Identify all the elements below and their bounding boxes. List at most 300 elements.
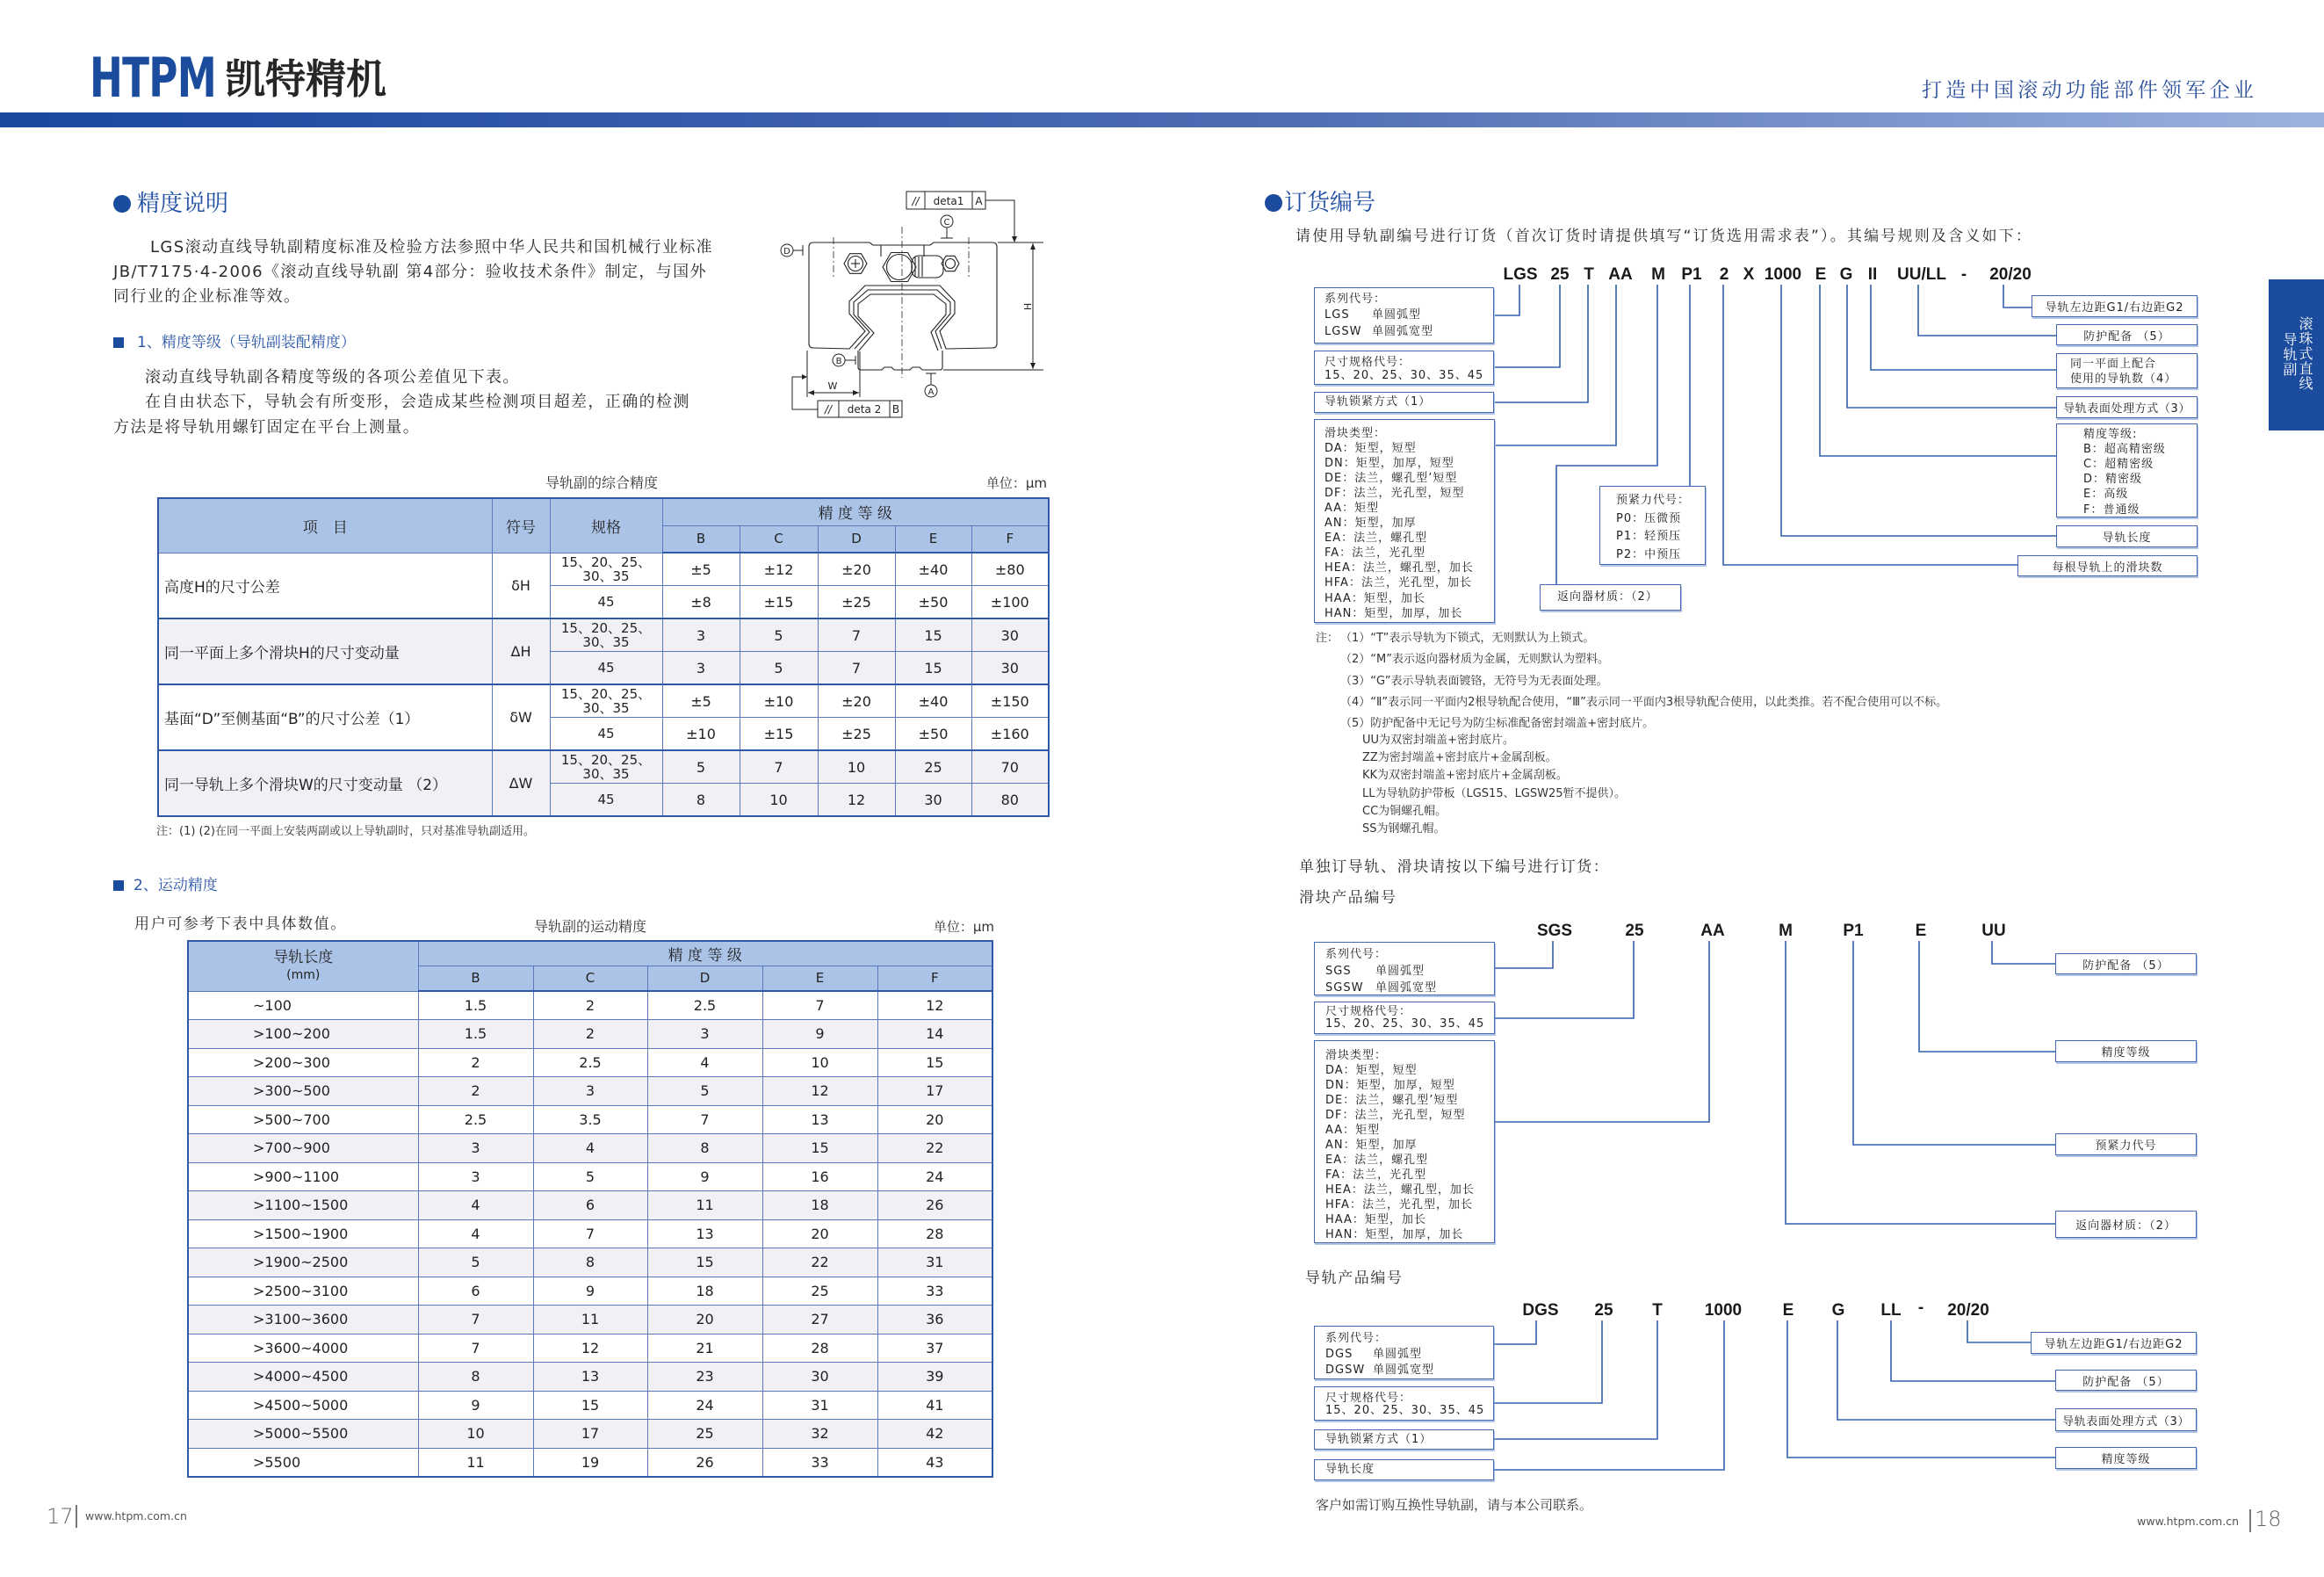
table-value: 20: [647, 1306, 762, 1335]
code-token-surface: G: [1839, 265, 1853, 284]
table-value: 3: [647, 1020, 762, 1049]
arrowhead-icon: [1030, 243, 1036, 250]
datum-d-label: D: [783, 247, 790, 257]
note-item: （3）“G”表示导轨表面镀铬，无符号为无表面处理。: [1340, 674, 1608, 688]
table-rail-length: ~100: [188, 991, 418, 1020]
table-value: 12: [818, 784, 895, 817]
table-value: 12: [533, 1334, 647, 1363]
table-value: 15: [877, 1048, 992, 1077]
code-token-x: X: [1743, 265, 1755, 284]
table-row: [188, 1162, 992, 1191]
table-value: 9: [647, 1162, 762, 1191]
table-value: 11: [533, 1306, 647, 1335]
table-value: 31: [762, 1391, 877, 1420]
page-number-right: 18: [2255, 1507, 2282, 1531]
table-row: [188, 1391, 992, 1420]
table-value: ±25: [818, 586, 895, 619]
note-subitem: UU为双密封端盖+密封底片。: [1362, 734, 1514, 747]
box-rail-lock: [1314, 1429, 1494, 1450]
table-rail-length: >4000~4500: [188, 1363, 418, 1392]
edge-distance-label: 导轨左边距G1/右边距G2: [2044, 1338, 2183, 1351]
table-value: 25: [647, 1420, 762, 1449]
header-grade-e: E: [895, 525, 971, 553]
table-value: 3: [418, 1134, 533, 1163]
header-grade-d: D: [818, 525, 895, 553]
table-value: 3: [662, 619, 740, 652]
grease-nipple-shaft: [912, 256, 943, 278]
motion-accuracy-table: [187, 940, 993, 1478]
connector-rail-edge-distance: [1967, 1320, 2031, 1342]
box-block-type: [1314, 1040, 1495, 1243]
rail-length-label: 导轨长度: [2102, 532, 2152, 545]
block-type-item: EA：法兰，螺孔型: [1325, 1153, 1429, 1167]
table-value: 16: [762, 1162, 877, 1191]
table-value: 31: [877, 1248, 992, 1277]
table-rail-length: >700~900: [188, 1134, 418, 1163]
rail-base: [858, 351, 942, 370]
block-type-item: AA：矩型: [1324, 501, 1380, 515]
code-token-preload: P1: [1681, 265, 1702, 284]
table-value: 27: [762, 1306, 877, 1335]
series-desc: 单圆弧宽型: [1375, 980, 1438, 995]
header-symbol: 符号: [492, 498, 550, 553]
block-type-item: DF：法兰，光孔型，短型: [1325, 1108, 1466, 1122]
footer-url-left: www.htpm.com.cn: [85, 1509, 187, 1523]
precision-label: 精度等级: [2101, 1453, 2151, 1466]
grease-nipple-hex-icon: [883, 253, 916, 282]
table-value: 2.5: [533, 1048, 647, 1077]
rail-token-dash: -: [1917, 1298, 1924, 1317]
blocks-per-rail-label: 每根导轨上的滑块数: [2052, 561, 2163, 575]
side-tab-text-col2: 导轨副: [2281, 332, 2298, 377]
arrowhead-icon: [1012, 236, 1017, 242]
table-row: [158, 750, 1049, 784]
box-size: [1314, 351, 1494, 385]
table-value: 36: [877, 1306, 992, 1335]
table-value: 2.5: [647, 991, 762, 1020]
block-type-item-list: [1324, 441, 1474, 621]
block-type-item: HFA：法兰，光孔型，加长: [1324, 576, 1472, 590]
grease-nipple-tip-icon: [942, 256, 959, 271]
slider-block-outline: [809, 242, 997, 349]
box-rail-edge-distance: [2031, 1332, 2197, 1354]
rail-token-series: DGS: [1522, 1301, 1559, 1320]
table-value: 22: [762, 1248, 877, 1277]
table-value: 20: [877, 1105, 992, 1134]
code-token-block-type: AA: [1608, 265, 1633, 284]
table2-unit: 单位：μm: [933, 919, 994, 935]
table-value: 5: [740, 619, 818, 652]
table-value: ±150: [971, 684, 1049, 718]
block-type-item: DE：法兰，螺孔型’短型: [1325, 1093, 1459, 1107]
series-code: LGS: [1324, 308, 1350, 322]
dimension-h-label: H: [1022, 302, 1034, 311]
note-item: （1）“T”表示导轨为下锁式，无则默认为上锁式。: [1340, 632, 1595, 645]
table-value: 2: [418, 1048, 533, 1077]
table-value: 13: [762, 1105, 877, 1134]
box-lock: [1314, 392, 1494, 413]
table-row: [188, 1448, 992, 1477]
table-spec: 45: [550, 586, 662, 619]
table-value: 30: [762, 1363, 877, 1392]
table-value: 3: [533, 1077, 647, 1106]
table-value: ±12: [740, 553, 818, 586]
table-spec: 15、20、25、 30、35: [550, 750, 662, 784]
section1-line: 滚动直线导轨副各精度等级的各项公差值见下表。: [145, 368, 520, 387]
table-value: 30: [971, 652, 1049, 685]
precision-label: 精度等级: [2101, 1046, 2151, 1060]
header-grade: 精 度 等 级: [418, 941, 992, 966]
table-value: 6: [418, 1277, 533, 1306]
code-token-lock: T: [1584, 265, 1594, 284]
header-grade: 精 度 等 级: [662, 498, 1049, 525]
table-rail-length: >900~1100: [188, 1162, 418, 1191]
section2-intro: 用户可参考下表中具体数值。: [134, 915, 347, 933]
block-type-item-list: [1325, 1063, 1475, 1242]
table-value: 3.5: [533, 1105, 647, 1134]
rail-token-precision: E: [1782, 1301, 1794, 1320]
size-values: 15、20、25、30、35、45: [1324, 368, 1484, 382]
table-value: 2: [533, 1020, 647, 1049]
box-block-protection: [2055, 953, 2197, 974]
series-code: SGSW: [1325, 980, 1364, 995]
section-title-precision: 精度说明: [137, 191, 229, 217]
frame-top-symbol: //: [912, 195, 920, 207]
size-title: 尺寸规格代号：: [1324, 355, 1411, 369]
table-value: 7: [740, 750, 818, 784]
block-token-size: 25: [1625, 922, 1644, 940]
note-item: （5）防护配备中无记号为防尘标准配备密封端盖+密封底片。: [1340, 717, 1655, 731]
rail-length-label: 导轨长度: [1325, 1463, 1375, 1476]
code-token-size: 25: [1550, 265, 1570, 284]
table-row: [188, 1277, 992, 1306]
table-row: [188, 1420, 992, 1449]
series-title: 系列代号：: [1324, 292, 1387, 306]
series-title: 系列代号：: [1325, 947, 1388, 961]
brand-logo-chinese: 凯特精机: [225, 55, 386, 103]
table-value: 7: [818, 652, 895, 685]
connector-rail-length: [1781, 285, 2056, 536]
rail-token-lock: T: [1652, 1301, 1663, 1320]
header-tagline: 打造中国滚动功能部件领军企业: [1922, 79, 2258, 102]
box-surface: [2056, 396, 2198, 418]
protection-label: 防护配备 （5）: [2082, 958, 2169, 973]
table-value: 26: [647, 1448, 762, 1477]
block-token-retainer: M: [1779, 922, 1793, 940]
connector-series: [1495, 285, 1519, 315]
connector-block-type: [1496, 285, 1616, 445]
code-token-rails-per-plane: II: [1867, 265, 1878, 284]
rail-token-edge-distance: 20/20: [1947, 1301, 1989, 1320]
table-value: 80: [971, 784, 1049, 817]
block-type-item: DN：矩型，加厚，短型: [1325, 1078, 1455, 1092]
series-desc: 单圆弧宽型: [1372, 324, 1434, 338]
table-value: 8: [647, 1134, 762, 1163]
table-symbol: δW: [492, 684, 550, 750]
header-item: 项 目: [158, 498, 492, 553]
series-desc: 单圆弧型: [1372, 308, 1422, 322]
rail-token-surface: G: [1831, 1301, 1845, 1320]
box-edge-distance: [2032, 295, 2198, 317]
header-grade-b: B: [662, 525, 740, 553]
table-value: 7: [647, 1105, 762, 1134]
block-type-item: HAN：矩型，加厚，加长: [1325, 1227, 1464, 1241]
block-type-item: AA：矩型: [1325, 1123, 1381, 1137]
preload-title: 预紧力代号：: [1616, 494, 1691, 507]
table-value: 1.5: [418, 991, 533, 1020]
block-type-item: HAN：矩型，加厚，加长: [1324, 606, 1463, 620]
header-spec: 规格: [550, 498, 662, 553]
datum-c-label: C: [943, 218, 950, 228]
box-block-size: [1314, 1002, 1495, 1034]
series-title: 系列代号：: [1325, 1332, 1388, 1345]
box-rail-length: [2056, 525, 2198, 547]
intro-line: JB/T7175·4-2006《滚动直线导轨副 第4部分：验收技术条件》制定，与国外: [113, 263, 707, 281]
table-value: 18: [762, 1191, 877, 1220]
table-value: 2: [533, 991, 647, 1020]
size-values: 15、20、25、30、35、45: [1325, 1404, 1485, 1417]
table-rail-length: >5000~5500: [188, 1420, 418, 1449]
table-spec: 15、20、25、 30、35: [550, 553, 662, 586]
table-rail-length: >4500~5000: [188, 1391, 418, 1420]
table-value: ±100: [971, 586, 1049, 619]
table-row: [188, 1248, 992, 1277]
table-row: [188, 1219, 992, 1248]
block-type-item: DN：矩型，加厚，短型: [1324, 456, 1454, 470]
block-type-item: AN：矩型，加厚: [1324, 517, 1417, 531]
table-value: ±50: [895, 586, 971, 619]
section1-line: 方法是将导轨用螺钉固定在平台上测量。: [113, 418, 421, 437]
rail-token-size: 25: [1594, 1301, 1613, 1320]
note-item: （2）“M”表示返向器材质为金属，无则默认为塑料。: [1340, 653, 1609, 667]
series-code: DGSW: [1325, 1364, 1366, 1377]
block-token-series: SGS: [1536, 922, 1573, 940]
block-type-item: HAA：矩型，加长: [1324, 591, 1425, 605]
block-type-item: DA：矩型，短型: [1324, 441, 1417, 455]
table-value: 14: [877, 1020, 992, 1049]
contact-note: 客户如需订购互换性导轨副，请与本公司联系。: [1316, 1497, 1593, 1513]
table-value: ±10: [662, 718, 740, 751]
subheading-precision-grade: 1、精度等级（导轨副装配精度）: [137, 334, 356, 351]
table-symbol: ΔH: [492, 619, 550, 684]
retainer-label: 返向器材质：（2）: [2075, 1219, 2176, 1233]
connector-blocks-per-rail: [1723, 285, 2017, 565]
size-title: 尺寸规格代号：: [1325, 1005, 1412, 1018]
table-value: 32: [762, 1420, 877, 1449]
frame-bottom-datum: B: [891, 403, 900, 416]
arrowhead-icon: [808, 390, 814, 395]
rail-code-label: 导轨产品编号: [1305, 1270, 1404, 1287]
table-value: 70: [971, 750, 1049, 784]
rails-per-plane-line-list: [2070, 357, 2176, 387]
datum-b-label: B: [835, 357, 842, 366]
table-value: 17: [533, 1420, 647, 1449]
header-rail-length-unit: (mm): [286, 967, 321, 982]
table-value: 2.5: [418, 1105, 533, 1134]
table1-caption: 导轨副的综合精度: [545, 474, 658, 491]
rail-token-protection: LL: [1880, 1301, 1902, 1320]
dimension-w-label: W: [827, 380, 838, 392]
box-rail-surface: [2055, 1408, 2197, 1431]
table-value: 4: [418, 1219, 533, 1248]
brand-logo-latin: HTPM: [90, 46, 217, 110]
table-value: 9: [418, 1391, 533, 1420]
motion-accuracy-table-body: [188, 991, 992, 1477]
box-preload: [1599, 486, 1706, 565]
table-spec: 15、20、25、 30、35: [550, 619, 662, 652]
table-value: 11: [418, 1448, 533, 1477]
table-value: 10: [740, 784, 818, 817]
table-value: 37: [877, 1334, 992, 1363]
table-item-name: 基面“D”至侧基面“B”的尺寸公差（1）: [158, 684, 492, 750]
connector-rail-series: [1494, 1320, 1536, 1344]
table-value: 28: [762, 1334, 877, 1363]
table-rail-length: >2500~3100: [188, 1277, 418, 1306]
rail-token-length: 1000: [1704, 1301, 1743, 1320]
notes-list: [1340, 628, 1947, 734]
connector-rails-per-plane: [1871, 285, 2056, 370]
surface-label: 导轨表面处理方式（3）: [2062, 1414, 2190, 1429]
leader-line-top: [985, 200, 1014, 237]
table-spec: 45: [550, 652, 662, 685]
frame-top-value: deta1: [933, 195, 964, 207]
preload-item: P1：轻预压: [1616, 530, 1682, 543]
table-value: 5: [662, 750, 740, 784]
table-row: [188, 1077, 992, 1106]
table-value: 15: [895, 652, 971, 685]
connector-rail-surface: [1837, 1320, 2055, 1420]
assembly-accuracy-table: [157, 497, 1050, 817]
frame-top-datum: A: [975, 195, 983, 207]
table-value: 18: [647, 1277, 762, 1306]
table-item-name: 同一平面上多个滑块H的尺寸变动量: [158, 619, 492, 684]
table-value: 4: [647, 1048, 762, 1077]
block-type-item: EA：法兰，螺孔型: [1324, 532, 1428, 546]
precision-item: E：高级: [2083, 488, 2129, 502]
table-row: [158, 684, 1049, 718]
arrowhead-icon: [1030, 363, 1036, 369]
connector-block-type: [1495, 941, 1709, 1122]
header-grade-f: F: [877, 966, 992, 991]
size-title: 尺寸规格代号：: [1325, 1392, 1412, 1405]
table-value: 10: [418, 1420, 533, 1449]
table-value: 30: [971, 619, 1049, 652]
code-token-rail-length: 1000: [1764, 265, 1802, 284]
box-rail-protection: [2055, 1370, 2197, 1391]
table-row: [188, 1191, 992, 1220]
notes-sublist: [1362, 732, 1626, 838]
block-type-item: HFA：法兰，光孔型，加长: [1325, 1197, 1473, 1212]
table-row: [188, 1048, 992, 1077]
box-precision: [2056, 423, 2198, 517]
code-token-precision: E: [1815, 265, 1827, 284]
table2-caption: 导轨副的运动精度: [533, 918, 646, 935]
table-value: 12: [762, 1077, 877, 1106]
block-type-item: AN：矩型，加厚: [1325, 1138, 1418, 1152]
table-value: 39: [877, 1363, 992, 1392]
table-value: ±80: [971, 553, 1049, 586]
block-token-preload: P1: [1843, 922, 1864, 940]
table-value: 7: [762, 991, 877, 1020]
intro-line: LGS滚动直线导轨副精度标准及检验方法参照中华人民共和国机械行业标准: [150, 238, 713, 257]
block-type-title: 滑块类型：: [1325, 1048, 1388, 1062]
block-type-item: HEA：法兰，螺孔型，加长: [1325, 1183, 1475, 1197]
section1-line: 在自由状态下，导轨会有所变形，会造成某些检测项目超差，正确的检测: [145, 393, 690, 411]
code-token-blocks-per-rail: 2: [1719, 265, 1729, 284]
table-value: 7: [818, 619, 895, 652]
connector-block-precision: [1919, 941, 2055, 1052]
block-type-item: HAA：矩型，加长: [1325, 1212, 1426, 1226]
table-item-name: 高度H的尺寸公差: [158, 553, 492, 619]
code-token-retainer: M: [1651, 265, 1665, 284]
table-value: 25: [762, 1277, 877, 1306]
series-desc: 单圆弧宽型: [1373, 1364, 1435, 1377]
table-rail-length: >300~500: [188, 1077, 418, 1106]
precision-item: C：超精密级: [2083, 457, 2154, 471]
title-bullet-icon: [1265, 194, 1282, 212]
box-rail-precision: [2055, 1447, 2197, 1469]
box-rail-series: [1314, 1326, 1494, 1379]
table-row: [188, 991, 992, 1020]
connector-rail-precision: [1787, 1320, 2055, 1458]
block-type-item: FA：法兰，光孔型: [1325, 1168, 1427, 1182]
size-values: 15、20、25、30、35、45: [1325, 1017, 1485, 1031]
table-value: ±25: [818, 718, 895, 751]
connector-rail-lock: [1494, 1320, 1657, 1439]
connector-edge-distance: [2003, 285, 2032, 307]
rails-per-plane-line: 使用的导轨数（4）: [2070, 372, 2177, 386]
table-value: 5: [740, 652, 818, 685]
box-rail-length: [1314, 1459, 1494, 1480]
header-grade-e: E: [762, 966, 877, 991]
header-rail-length: [188, 941, 418, 991]
table-row: [188, 1105, 992, 1134]
protection-label: 防护配备 （5）: [2083, 329, 2170, 344]
table-rail-length: >1100~1500: [188, 1191, 418, 1220]
header-grade-f: F: [971, 525, 1049, 553]
table-value: 19: [533, 1448, 647, 1477]
table-value: 5: [418, 1248, 533, 1277]
table-value: 7: [418, 1306, 533, 1335]
table-value: 30: [895, 784, 971, 817]
table-symbol: δH: [492, 553, 550, 619]
header-grade-c: C: [533, 966, 647, 991]
table-value: ±50: [895, 718, 971, 751]
box-block-type: [1314, 419, 1495, 623]
rails-per-plane-line: 同一平面上配合: [2070, 357, 2157, 371]
block-type-item: FA：法兰，光孔型: [1324, 546, 1426, 561]
datum-a-label: A: [927, 387, 935, 397]
preload-item-list: [1616, 510, 1690, 565]
box-blocks-per-rail: [2017, 555, 2198, 576]
table-rail-length: >1900~2500: [188, 1248, 418, 1277]
square-bullet-icon: [113, 337, 124, 348]
intro-line: 同行业的企业标准等效。: [113, 287, 301, 306]
note-subitem: CC为铜螺孔帽。: [1362, 804, 1447, 818]
box-retainer: [1540, 584, 1681, 611]
table-value: 5: [647, 1077, 762, 1106]
connector-lock: [1495, 285, 1588, 402]
connector-block-size: [1495, 941, 1634, 1018]
ordering-intro: 请使用导轨副编号进行订货（首次订货时请提供填写“订货选用需求表”）。其编号规则及含义如下：: [1296, 228, 2033, 245]
note-subitem: LL为导轨防护带板（LGS15、LGSW25暂不提供）。: [1362, 786, 1627, 800]
table1-note: 注：(1) (2)在同一平面上安装两副或以上导轨副时，只对基准导轨副适用。: [156, 825, 535, 838]
table-value: ±15: [740, 586, 818, 619]
header-rail-length-label: 导轨长度: [273, 948, 334, 966]
table-value: 33: [877, 1277, 992, 1306]
table-value: ±5: [662, 684, 740, 718]
grease-nipple-body: [887, 255, 913, 280]
